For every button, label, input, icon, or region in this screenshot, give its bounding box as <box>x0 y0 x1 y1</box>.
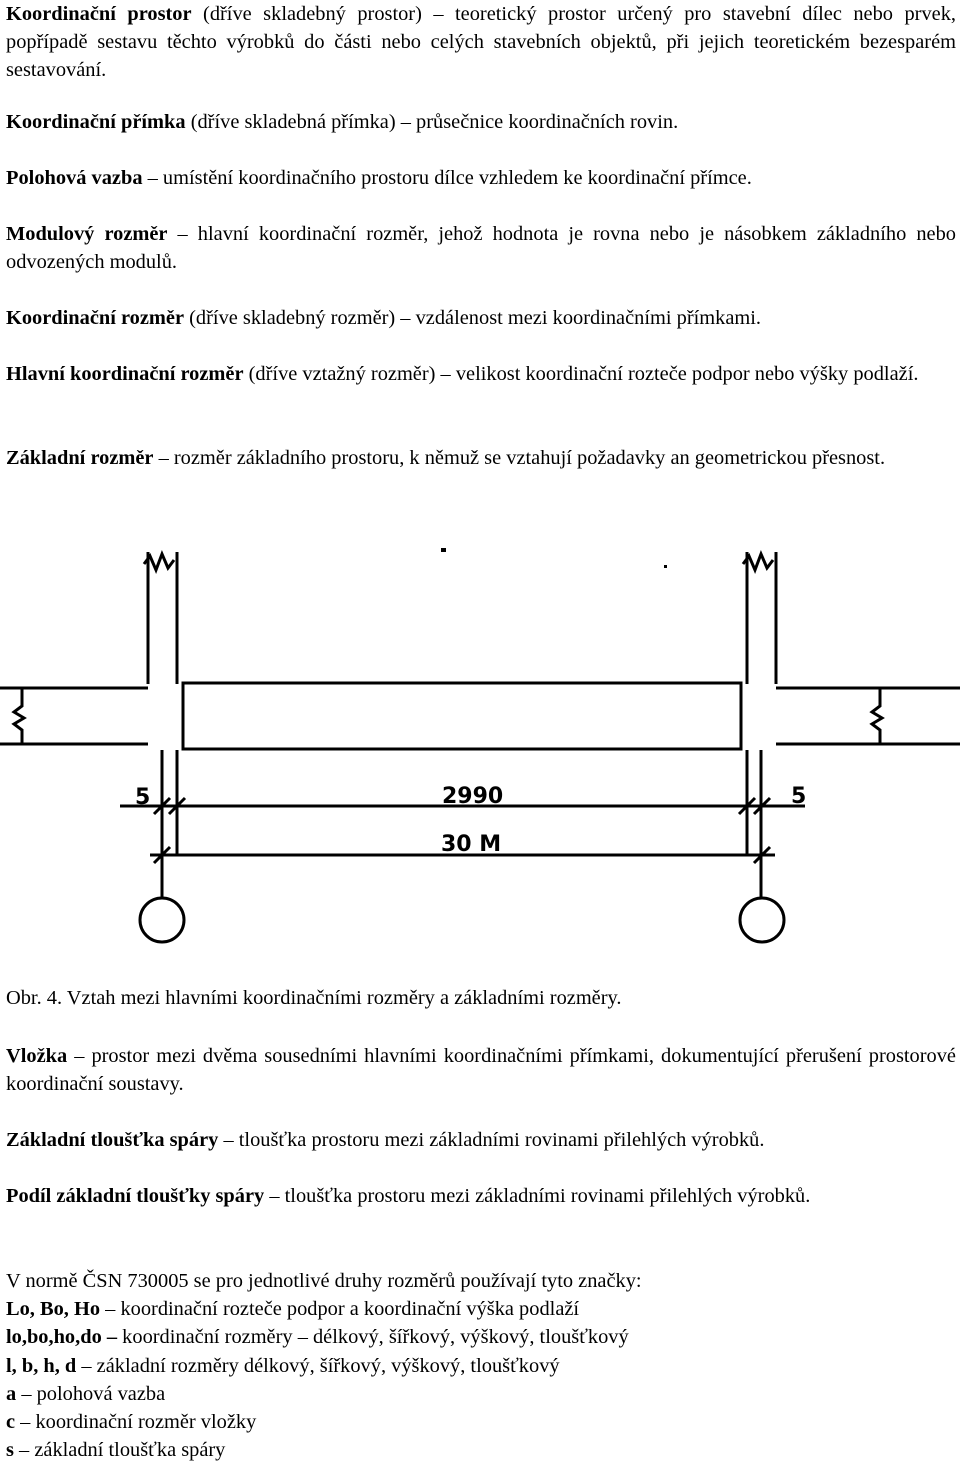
notation-row-6 <box>6 1436 956 1464</box>
notation-text: – základní tloušťka spáry <box>19 1439 226 1462</box>
definition-koordinacni-rozmer <box>6 304 956 332</box>
definition-term: Polohová vazba <box>6 167 143 189</box>
definition-text: – hlavní koordinační rozměr, jehož hodnota je rovna nebo je násobkem základního nebo odvozených modulů. <box>6 223 957 273</box>
definition-term: Základní rozměr <box>6 447 154 469</box>
dimension-label-middle: 2990 <box>442 784 504 809</box>
definition-term: Vložka <box>6 1045 68 1067</box>
definition-text: (dříve skladebný prostor) – teoretický prostor určený pro stavební dílec nebo prvek, popřípadě sestavu těchto výrobků do části nebo celých stavebních objektů, při jejich teoretickém bezesparém sestavování. <box>6 3 956 81</box>
notation-symbols: l, b, h, d <box>6 1354 77 1377</box>
definition-koordinacni-prostor <box>6 0 956 84</box>
definition-text: (dříve skladebná přímka) – průsečnice koordinačních rovin. <box>190 111 679 133</box>
definition-hlavni-koordinacni-rozmer <box>6 360 956 388</box>
notation-text: – základní rozměry délkový, šířkový, výškový, tloušťkový <box>81 1354 560 1377</box>
definition-term: Základní tloušťka spáry <box>6 1129 219 1151</box>
notation-symbols: c <box>6 1411 16 1434</box>
notation-text: koordinační rozměry – délkový, šířkový, výškový, tloušťkový <box>122 1326 629 1349</box>
notation-text: – polohová vazba <box>21 1382 166 1405</box>
notation-symbols: lo,bo,ho,do – <box>6 1326 118 1349</box>
definition-text: (dříve vztažný rozměr) – velikost koordinační rozteče podpor nebo výšky podlaží. <box>248 363 919 385</box>
notation-row-5 <box>6 1408 956 1436</box>
definition-koordinacni-primka <box>6 108 956 136</box>
dimension-label-left: 5 <box>135 785 151 810</box>
notation-row-3 <box>6 1352 956 1380</box>
scan-dot <box>664 565 667 568</box>
definition-zakladni-tloustka-spary <box>6 1126 956 1154</box>
notation-text: – koordinační rozteče podpor a koordinační výška podlaží <box>105 1298 580 1321</box>
dimension-label-right: 5 <box>791 784 807 809</box>
right-axis-bubble <box>740 898 784 942</box>
right-slab-edges <box>776 688 960 744</box>
left-axis-bubble <box>140 898 184 942</box>
definition-zakladni-rozmer <box>6 444 956 472</box>
notation-row-1 <box>6 1295 956 1323</box>
definition-term: Podíl základní tloušťky spáry <box>6 1185 265 1207</box>
definition-term: Koordinační přímka <box>6 111 186 133</box>
notation-symbols: s <box>6 1439 14 1462</box>
definition-vlozka <box>6 1042 956 1098</box>
dimension-label-module: 30 M <box>441 832 502 857</box>
definition-term: Modulový rozměr <box>6 223 168 245</box>
definition-polohova-vazba <box>6 164 956 192</box>
definition-podil-zakladni-tloustky-spary <box>6 1182 956 1210</box>
notation-row-4 <box>6 1380 956 1408</box>
definition-text: – tloušťka prostoru mezi základními rovinami přilehlých výrobků. <box>269 1185 811 1207</box>
beam-element <box>183 683 741 749</box>
left-slab-break-mark <box>14 688 24 744</box>
right-slab-break-mark <box>872 688 882 744</box>
definition-text: – prostor mezi dvěma sousedními hlavními koordinačními přímkami, dokumentující přerušení prostorové koordinační soustavy. <box>6 1045 956 1095</box>
definition-text: (dříve skladebný rozměr) – vzdálenost mezi koordinačními přímkami. <box>189 307 762 329</box>
definition-modulovy-rozmer <box>6 220 956 276</box>
definition-term: Koordinační prostor <box>6 3 192 25</box>
coordination-diagram <box>0 540 960 980</box>
definition-text: – umístění koordinačního prostoru dílce vzhledem ke koordinační přímce. <box>147 167 752 189</box>
notation-list <box>6 1267 956 1464</box>
definition-text: – tloušťka prostoru mezi základními rovinami přilehlých výrobků. <box>223 1129 765 1151</box>
definition-term: Hlavní koordinační rozměr <box>6 363 244 385</box>
notation-symbols: a <box>6 1382 17 1405</box>
scan-dot <box>441 548 446 552</box>
definition-text: – rozměr základního prostoru, k němuž se vztahují požadavky an geometrickou přesnost. <box>158 447 886 469</box>
notation-symbols: Lo, Bo, Ho <box>6 1298 101 1321</box>
definition-term: Koordinační rozměr <box>6 307 185 329</box>
figure-caption: Obr. 4. Vztah mezi hlavními koordinačními rozměry a základními rozměry. <box>6 987 622 1009</box>
notation-text: – koordinační rozměr vložky <box>20 1411 257 1434</box>
notation-row-2 <box>6 1323 956 1351</box>
notation-intro: V normě ČSN 730005 se pro jednotlivé druhy rozměrů používají tyto značky: <box>6 1270 642 1292</box>
